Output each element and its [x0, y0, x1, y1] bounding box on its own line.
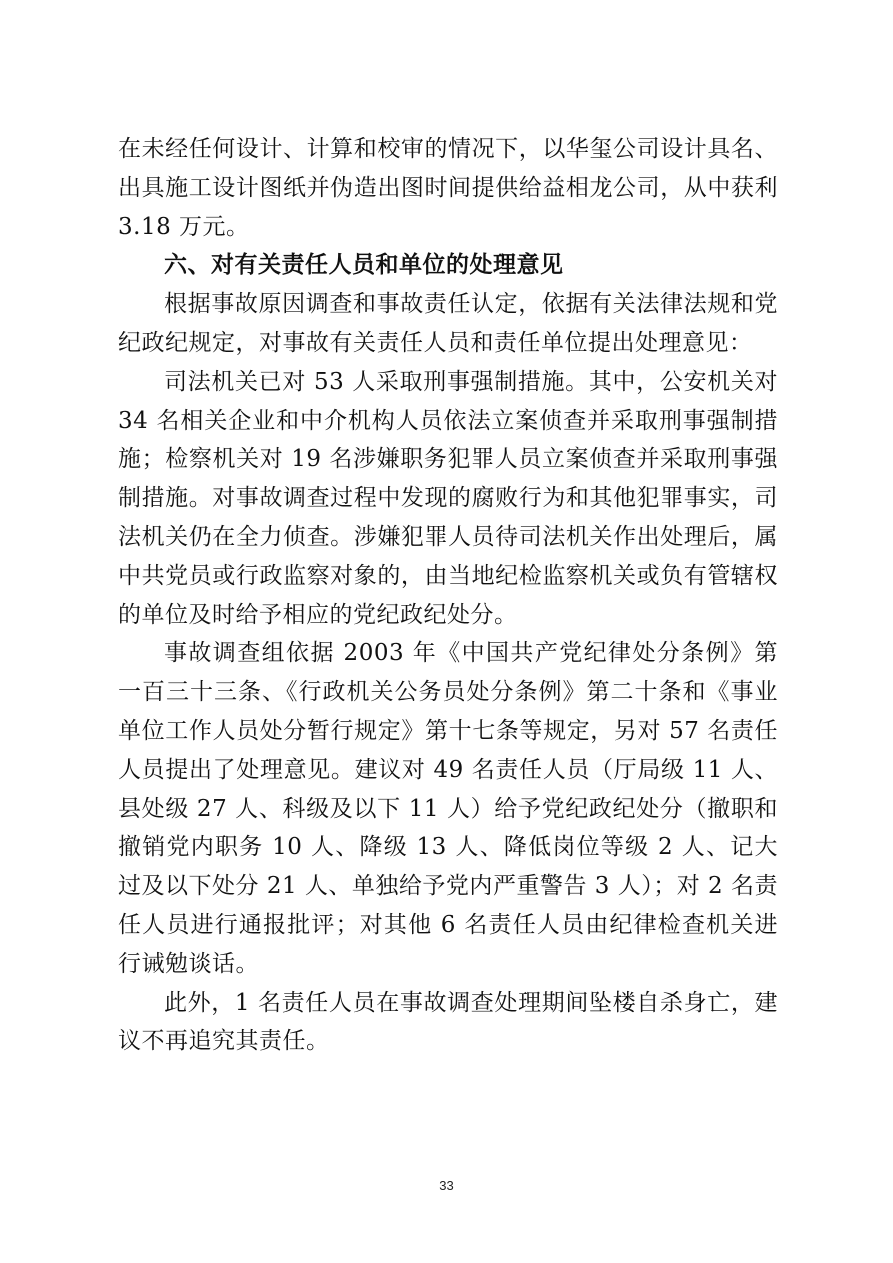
paragraph-additional-note: 此外，1 名责任人员在事故调查处理期间坠楼自杀身亡，建议不再追究其责任。	[118, 989, 778, 1055]
paragraph-basis: 根据事故原因调查和事故责任认定，依据有关法律法规和党纪政纪规定，对事故有关责任人员和责任单位提出处理意见：	[118, 291, 778, 356]
paragraph-disciplinary-opinions: 事故调查组依据 2003 年《中国共产党纪律处分条例》第一百三十三条、《行政机关公务员处分条例》第二十条和《事业单位工作人员处分暂行规定》第十七条等规定，另对 57 名责任人员提出了处理意见。建议对 49 名责任人员（厅局级 11 人、县处级 27 人、科级及以下 11 人）给予党纪政纪处分（撤职和撤销党内职务 10 人、降级 13 人、降低岗位等级 2 人、记大过及以下处分 21 人、单独给予党内严重警告 3 人）；对 2 名责任人员进行通报批评；对其他 6 名责任人员由纪律检查机关进行诫勉谈话。	[118, 640, 778, 977]
section-heading: 六、对有关责任人员和单位的处理意见	[164, 252, 564, 279]
page-number: 33	[439, 1178, 454, 1193]
document-body	[118, 130, 778, 1061]
paragraph-judicial-measures: 司法机关已对 53 人采取刑事强制措施。其中，公安机关对 34 名相关企业和中介机构人员依法立案侦查并采取刑事强制措施；检察机关对 19 名涉嫌职务犯罪人员立案侦查并采取刑事强制措施。对事故调查过程中发现的腐败行为和其他犯罪事实，司法机关仍在全力侦查。涉嫌犯罪人员待司法机关作出处理后，属中共党员或行政监察对象的，由当地纪检监察机关或负有管辖权的单位及时给予相应的党纪政纪处分。	[118, 368, 778, 628]
paragraph-continuation: 在未经任何设计、计算和校审的情况下，以华玺公司设计具名、出具施工设计图纸并伪造出图时间提供给益相龙公司，从中获利 3.18 万元。	[118, 136, 778, 240]
